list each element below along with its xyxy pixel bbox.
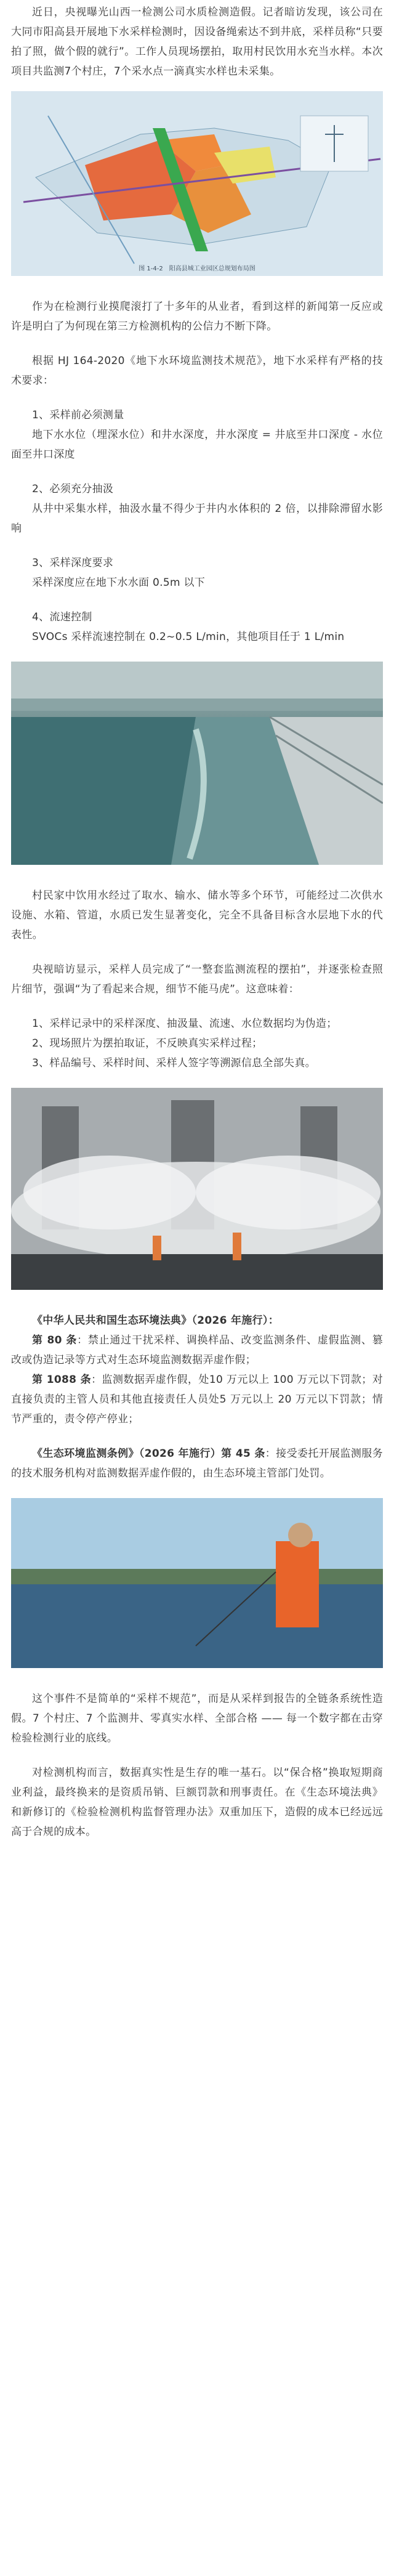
- eco-code-title: 《中华人民共和国生态环境法典》（2026 年施行）：: [32, 1314, 279, 1327]
- water-treatment-tank-photo: [11, 662, 383, 865]
- river-sampling-photo: [11, 1498, 383, 1668]
- cctv-findings-paragraph: 央视暗访显示，采样人员完成了“一整套监测流程的摆拍”，并逐张检查照片细节，强调“为了看起来合规，细节不能马虎”。这意味着：: [11, 963, 383, 995]
- req1-heading: 1、采样前必须测量: [32, 409, 124, 421]
- intro-paragraph: 近日，央视曝光山西一检测公司水质检测造假。记者暗访发现，该公司在大同市阳高县开展地下水采样检测时，因设备绳索达不到井底，采样员称“只要拍了照，做个假的就行”。工作人员现场摆拍，取用村民饮用水充当水样。本次项目共监测7个村庄，7个采水点一滴真实水样也未采集。: [11, 6, 383, 78]
- req4-heading: 4、流速控制: [32, 611, 92, 623]
- req3-heading: 3、采样深度要求: [32, 557, 114, 569]
- monitoring-regulation-text: ：接受委托开展监测服务的技术服务机构对监测数据弄虚作假的，由生态环境主管部门处罚。: [11, 1448, 383, 1480]
- article-80-text: ：禁止通过干扰采样、调换样品、改变监测条件、虚假监测、篡改或伪造记录等方式对生态环境监测数据弄虚作假；: [11, 1334, 383, 1366]
- implication-2: 2、现场照片为摆拍取证，不反映真实采样过程；: [32, 1037, 263, 1050]
- standard-intro-paragraph: 根据 HJ 164-2020《地下水环境监测技术规范》，地下水采样有严格的技术要求：: [11, 355, 383, 387]
- article-80-label: 第 80 条: [32, 1334, 78, 1347]
- household-water-paragraph: 村民家中饮用水经过了取水、输水、储水等多个环节，可能经过二次供水设施、水箱、管道，水质已发生显著变化，完全不具备目标含水层地下水的代表性。: [11, 889, 383, 941]
- implication-3: 3、样品编号、采样时间、采样人签字等溯源信息全部失真。: [32, 1057, 316, 1069]
- map-illustration: [11, 91, 383, 276]
- author-paragraph: 作为在检测行业摸爬滚打了十多年的从业者，看到这样的新闻第一反应或许是明白了为何现在第三方检测机构的公信力不断下降。: [11, 301, 383, 333]
- monitoring-regulation-title: 《生态环境监测条例》（2026 年施行）第 45 条: [32, 1448, 265, 1460]
- req1-body: 地下水水位（埋深水位）和井水深度，井水深度 = 井底至井口深度 - 水位面至井口深度: [11, 429, 383, 461]
- article-1088-label: 第 1088 条: [32, 1374, 92, 1386]
- conclusion-paragraph-2: 对检测机构而言，数据真实性是生存的唯一基石。以“保合格”换取短期商业利益，最终换来的是资质吊销、巨额罚款和刑事责任。在《生态环境法典》和新修订的《检验检测机构监督管理办法》双重加压下，造假的成本已经远远高于合规的成本。: [11, 1767, 383, 1838]
- map-caption: 图 1-4-2 阳高县城工业园区总规划布局图: [139, 265, 255, 272]
- industrial-park-map-image: [11, 91, 383, 276]
- article-1088-text: ：监测数据弄虚作假，处10 万元以上 100 万元以下罚款；对直接负责的主管人员和其他直接责任人员处5 万元以上 20 万元以下罚款；情节严重的，责令停产停业；: [11, 1374, 383, 1425]
- req2-body: 从井中采集水样，抽汲水量不得少于井内水体积的 2 倍，以排除滞留水影响: [11, 503, 383, 535]
- req2-heading: 2、必须充分抽汲: [32, 483, 114, 495]
- req3-body: 采样深度应在地下水水面 0.5m 以下: [32, 577, 206, 589]
- industrial-steam-photo: [11, 1088, 383, 1290]
- req4-body: SVOCs 采样流速控制在 0.2~0.5 L/min，其他项目任于 1 L/min: [32, 631, 345, 643]
- conclusion-paragraph-1: 这个事件不是简单的“采样不规范”，而是从采样到报告的全链条系统性造假。7 个村庄、7 个监测井、零真实水样、全部合格 —— 每一个数字都在击穿检验检测行业的底线。: [11, 1693, 383, 1744]
- implication-1: 1、采样记录中的采样深度、抽汲量、流速、水位数据均为伪造；: [32, 1018, 337, 1030]
